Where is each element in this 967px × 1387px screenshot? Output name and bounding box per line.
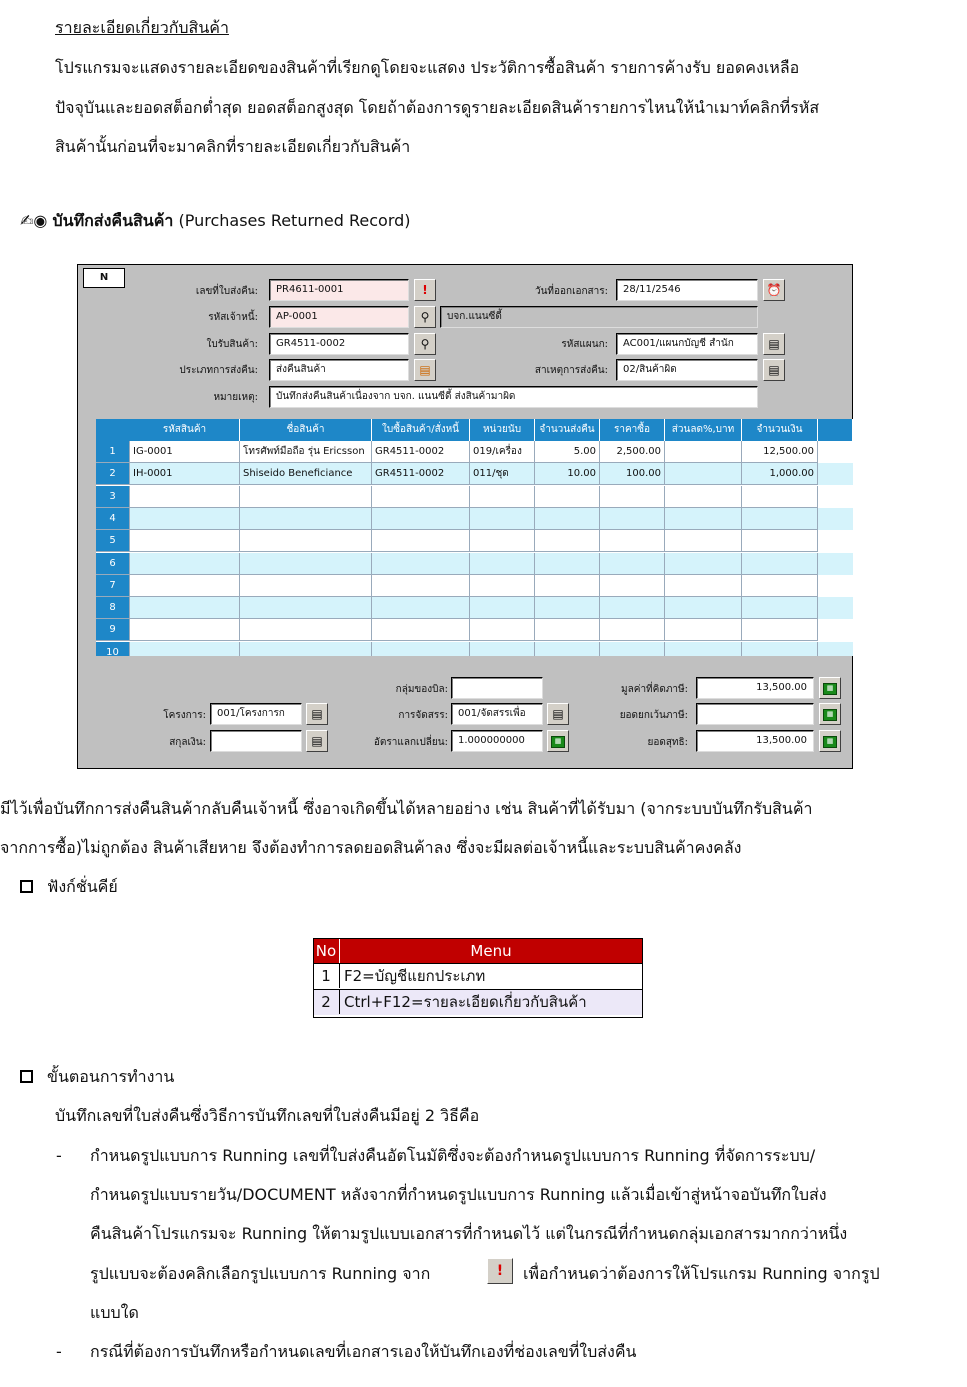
note-field[interactable]: บันทึกส่งคืนสินค้าเนื่องจาก บจก. แนนซีดี้ ส่งสินค้ามาผิด <box>269 386 758 408</box>
calculator-icon: ▦ <box>823 736 837 748</box>
table-row[interactable] <box>96 486 853 508</box>
table-cell[interactable] <box>372 597 470 619</box>
table-cell[interactable] <box>742 553 818 575</box>
col-header: ส่วนลด%,บาท <box>665 419 742 441</box>
step-line: รูปแบบจะต้องคลิกเลือกรูปแบบการ Running จาก <box>90 1264 431 1283</box>
calendar-button[interactable] <box>763 279 785 301</box>
calculator-icon: ▦ <box>823 709 837 721</box>
col-header: ราคาซื้อ <box>600 419 665 441</box>
table-cell[interactable] <box>742 508 818 530</box>
row-number: 5 <box>96 530 130 552</box>
reason-lookup-button[interactable] <box>763 359 785 381</box>
allocation-lookup-button[interactable] <box>547 703 569 725</box>
doc-date-label: วันที่ออกเอกสาร: <box>534 286 608 297</box>
creditor-lookup-button[interactable] <box>414 306 436 328</box>
intro-line: ปัจจุบันและยอดสต็อกต่ำสุด ยอดสต็อกสูงสุด โดยถ้าต้องการดูรายละเอียดสินค้ารายการไหนให้นำเมาท์คลิกที่รหัส <box>55 98 820 117</box>
table-cell[interactable] <box>372 619 470 641</box>
col-header: ใบซื้อสินค้า/สั่งหนี้ <box>372 419 470 441</box>
table-cell[interactable] <box>130 530 240 552</box>
net-calc-button[interactable] <box>819 730 841 752</box>
creditor-field[interactable]: AP-0001 <box>269 306 409 328</box>
table-cell[interactable] <box>130 642 240 656</box>
col-header: หน่วยนับ <box>470 419 535 441</box>
table-cell[interactable] <box>535 642 600 656</box>
table-cell[interactable]: 100.00 <box>600 463 665 485</box>
step-line: เพื่อกำหนดว่าต้องการให้โปรแกรม Running จากรูป <box>523 1264 880 1283</box>
table-cell[interactable] <box>665 575 742 597</box>
project-label: โครงการ: <box>163 710 206 721</box>
net-field[interactable]: 13,500.00 <box>696 730 814 752</box>
table-cell[interactable] <box>470 597 535 619</box>
col-header: จำนวนส่งคืน <box>535 419 600 441</box>
receipt-label: ใบรับสินค้า: <box>206 339 258 350</box>
table-cell[interactable] <box>665 642 742 656</box>
table-cell[interactable]: GR4511-0002 <box>372 463 470 485</box>
steps-intro: บันทึกเลขที่ใบส่งคืนซึ่งวิธีการบันทึกเลขที่ใบส่งคืนมีอยู่ 2 วิธีคือ <box>55 1106 480 1125</box>
step-line: กรณีที่ต้องการบันทึกหรือกำหนดเลขที่เอกสารเองให้บันทึกเองที่ช่องเลขที่ใบส่งคืน <box>90 1342 637 1361</box>
table-cell[interactable] <box>600 597 665 619</box>
table-cell[interactable] <box>535 553 600 575</box>
table-cell[interactable] <box>600 486 665 508</box>
table-cell[interactable] <box>742 642 818 656</box>
row-number: 3 <box>96 486 130 508</box>
reason-field[interactable]: 02/สินค้าผิด <box>616 359 758 381</box>
table-row[interactable] <box>96 530 853 552</box>
rate-field[interactable]: 1.000000000 <box>451 730 543 752</box>
dept-label: รหัสแผนก: <box>561 339 608 350</box>
table-cell[interactable] <box>742 486 818 508</box>
return-type-field[interactable]: ส่งคืนสินค้า <box>269 359 409 381</box>
table-cell[interactable] <box>600 575 665 597</box>
table-cell[interactable]: 019/เครื่อง <box>470 441 535 463</box>
document-icon: ▤ <box>552 707 564 721</box>
creditor-label: รหัสเจ้าหนี้: <box>208 312 258 323</box>
table-cell[interactable]: Shiseido Beneficiance <box>240 463 372 485</box>
return-type-label: ประเภทการส่งคืน: <box>179 365 258 376</box>
table-cell[interactable] <box>130 553 240 575</box>
col-header: รหัสสินค้า <box>130 419 240 441</box>
table-cell[interactable] <box>665 508 742 530</box>
table-cell[interactable] <box>372 486 470 508</box>
step-line: คืนสินค้าโปรแกรมจะ Running ให้ตามรูปแบบเอกสารที่กำหนดไว้ แต่ในกรณีที่กำหนดกลุ่มเอกสารมากกว่าหนึ่ง <box>90 1224 848 1243</box>
taxable-field[interactable]: 13,500.00 <box>696 677 814 699</box>
table-cell[interactable] <box>240 575 372 597</box>
group-label: กลุ่มของบิล: <box>395 684 448 695</box>
table-cell[interactable] <box>665 463 742 485</box>
items-grid <box>96 419 853 656</box>
table-cell[interactable] <box>372 508 470 530</box>
table-cell[interactable] <box>535 597 600 619</box>
menu-row[interactable]: 2 Ctrl+F12=รายละเอียดเกี่ยวกับสินค้า <box>314 989 642 1015</box>
return-type-button[interactable] <box>414 359 436 381</box>
checkbox-bullet-icon <box>20 880 33 893</box>
project-lookup-button[interactable] <box>306 703 328 725</box>
row-number: 6 <box>96 553 130 575</box>
table-cell[interactable]: 10.00 <box>535 463 600 485</box>
table-cell[interactable] <box>535 619 600 641</box>
exclamation-icon: ! <box>487 1258 513 1284</box>
table-row[interactable] <box>96 619 853 641</box>
table-cell[interactable] <box>470 642 535 656</box>
function-key-heading: ฟังก์ชั่นคีย์ <box>20 877 118 897</box>
table-cell[interactable] <box>372 530 470 552</box>
table-row[interactable] <box>96 575 853 597</box>
table-cell[interactable] <box>742 575 818 597</box>
table-cell[interactable] <box>130 486 240 508</box>
table-cell[interactable] <box>742 530 818 552</box>
table-cell[interactable] <box>470 508 535 530</box>
checkbox-bullet-icon <box>20 1070 33 1083</box>
table-cell[interactable] <box>130 508 240 530</box>
description-line: มีไว้เพื่อบันทึกการส่งคืนสินค้ากลับคืนเจ้าหนี้ ซึ่งอาจเกิดขึ้นได้หลายอย่าง เช่น สินค้าที่ได้รับมา (จากระบบบันทึกรับสินค้า <box>0 799 813 818</box>
table-cell[interactable] <box>665 597 742 619</box>
table-cell[interactable] <box>600 553 665 575</box>
row-number: 1 <box>96 441 130 463</box>
table-row[interactable] <box>96 508 853 530</box>
row-number: 8 <box>96 597 130 619</box>
table-cell[interactable]: โทรศัพท์มือถือ รุ่น Ericsson <box>240 441 372 463</box>
table-cell[interactable] <box>470 575 535 597</box>
table-cell[interactable] <box>240 597 372 619</box>
receipt-field[interactable]: GR4511-0002 <box>269 333 409 355</box>
table-cell[interactable]: IG-0001 <box>130 441 240 463</box>
doc-no-field[interactable]: PR4611-0001 <box>269 279 409 301</box>
table-cell[interactable]: 5.00 <box>535 441 600 463</box>
doc-date-field[interactable]: 28/11/2546 <box>616 279 758 301</box>
intro-line: โปรแกรมจะแสดงรายละเอียดของสินค้าที่เรียกดูโดยจะแสดง ประวัติการซื้อสินค้า รายการค้างรับ ยอดคงเหลือ <box>55 58 800 77</box>
table-row[interactable] <box>96 463 853 485</box>
step-line: แบบใด <box>90 1303 139 1322</box>
table-cell[interactable] <box>470 530 535 552</box>
table-cell[interactable] <box>470 553 535 575</box>
intro-line: สินค้านั้นก่อนที่จะมาคลิกที่รายละเอียดเกี่ยวกับสินค้า <box>55 137 411 156</box>
table-cell[interactable] <box>470 619 535 641</box>
currency-field[interactable] <box>210 730 302 752</box>
exempt-field[interactable] <box>696 703 814 725</box>
table-cell[interactable] <box>240 619 372 641</box>
currency-lookup-button[interactable] <box>306 730 328 752</box>
document-icon: ▤ <box>768 363 780 377</box>
menu-header-no: No <box>315 942 337 960</box>
step-line: กำหนดรูปแบบการ Running เลขที่ใบส่งคืนอัตโนมัติซึ่งจะต้องกำหนดรูปแบบการ Running ที่จัดการระบบ/ <box>90 1146 816 1165</box>
table-cell[interactable] <box>130 597 240 619</box>
table-cell[interactable] <box>665 530 742 552</box>
dash-bullet: - <box>56 1342 62 1361</box>
search-icon: ⚲ <box>420 310 430 324</box>
row-number: 9 <box>96 619 130 641</box>
table-cell[interactable] <box>665 553 742 575</box>
col-header: จำนวนเงิน <box>742 419 818 441</box>
currency-label: สกุลเงิน: <box>169 737 206 748</box>
section-title: ✍◉ บันทึกส่งคืนสินค้า (Purchases Returned Record) <box>20 211 411 230</box>
menu-header <box>314 939 642 963</box>
steps-heading: ขั้นตอนการทำงาน <box>20 1067 174 1087</box>
table-row[interactable] <box>96 441 853 463</box>
receipt-lookup-button[interactable] <box>414 333 436 355</box>
document-icon: ▤ <box>311 707 323 721</box>
table-cell[interactable]: IH-0001 <box>130 463 240 485</box>
table-cell[interactable] <box>470 486 535 508</box>
reason-label: สาเหตุการส่งคืน: <box>534 365 608 376</box>
table-cell[interactable]: 011/ชุด <box>470 463 535 485</box>
col-header: ชื่อสินค้า <box>240 419 372 441</box>
table-cell[interactable] <box>372 575 470 597</box>
table-cell[interactable] <box>240 642 372 656</box>
net-label: ยอดสุทธิ: <box>647 737 688 748</box>
table-cell[interactable] <box>600 642 665 656</box>
table-cell[interactable] <box>240 553 372 575</box>
table-cell[interactable] <box>665 441 742 463</box>
table-cell[interactable] <box>665 619 742 641</box>
search-icon: ⚲ <box>420 337 430 351</box>
table-row[interactable] <box>96 553 853 575</box>
taxable-label: มูลค่าที่คิดภาษี: <box>621 684 688 695</box>
exempt-calc-button[interactable] <box>819 703 841 725</box>
rate-calc-button[interactable] <box>547 730 569 752</box>
table-row[interactable] <box>96 597 853 619</box>
creditor-name: บจก.แนนซีดี้ <box>440 306 758 328</box>
document-icon: ▤ <box>311 734 323 748</box>
table-cell[interactable] <box>535 530 600 552</box>
purchase-return-form <box>77 264 853 769</box>
group-field[interactable] <box>451 677 543 699</box>
table-cell[interactable] <box>535 575 600 597</box>
table-cell[interactable] <box>600 619 665 641</box>
table-cell[interactable] <box>742 597 818 619</box>
eye-icon: ✍◉ <box>20 211 48 230</box>
table-cell[interactable] <box>130 619 240 641</box>
row-number: 10 <box>96 642 130 656</box>
list-icon: ▤ <box>419 363 431 377</box>
table-cell[interactable]: 2,500.00 <box>600 441 665 463</box>
table-cell[interactable] <box>240 486 372 508</box>
table-cell[interactable] <box>600 530 665 552</box>
row-number: 7 <box>96 575 130 597</box>
exclamation-icon: ! <box>422 283 428 297</box>
alarm-clock-icon: ⏰ <box>766 283 782 297</box>
table-cell[interactable] <box>240 508 372 530</box>
menu-table <box>313 938 643 1018</box>
row-number: 2 <box>96 463 130 485</box>
table-cell[interactable] <box>535 486 600 508</box>
note-label: หมายเหตุ: <box>213 392 258 403</box>
project-field[interactable]: 001/โครงการก <box>210 703 302 725</box>
table-cell[interactable] <box>130 575 240 597</box>
allocation-field[interactable]: 001/จัดสรรเพื่อ <box>451 703 543 725</box>
doc-no-label: เลขที่ใบส่งคืน: <box>195 286 258 297</box>
row-number: 4 <box>96 508 130 530</box>
mode-indicator: N <box>83 268 125 288</box>
table-cell[interactable] <box>240 530 372 552</box>
table-cell[interactable]: 12,500.00 <box>742 441 818 463</box>
menu-row[interactable]: 1 F2=บัญชีแยกประเภท <box>314 963 642 989</box>
table-cell[interactable]: GR4511-0002 <box>372 441 470 463</box>
table-cell[interactable] <box>372 642 470 656</box>
table-cell[interactable]: 1,000.00 <box>742 463 818 485</box>
table-cell[interactable] <box>742 619 818 641</box>
taxable-calc-button[interactable] <box>819 677 841 699</box>
running-format-button[interactable] <box>414 279 436 301</box>
table-cell[interactable] <box>600 508 665 530</box>
step-line: กำหนดรูปแบบรายวัน/DOCUMENT หลังจากที่กำหนดรูปแบบการ Running แล้วเมื่อเข้าสู่หน้าจอบันทึกใบส่ง <box>90 1185 827 1204</box>
menu-header-menu: Menu <box>339 939 642 963</box>
description-line: จากการซื้อ)ไม่ถูกต้อง สินค้าเสียหาย จึงต้องทำการลดยอดสินค้าลง ซึ่งจะมีผลต่อเจ้าหนี้และระบบสินค้าคงคลัง <box>0 838 742 857</box>
calculator-icon: ▦ <box>823 683 837 695</box>
exempt-label: ยอดยกเว้นภาษี: <box>619 710 688 721</box>
document-icon: ▤ <box>768 337 780 351</box>
table-cell[interactable] <box>372 553 470 575</box>
rate-label: อัตราแลกเปลี่ยน: <box>373 737 448 748</box>
table-cell[interactable] <box>535 508 600 530</box>
grid-header <box>96 419 853 441</box>
dash-bullet: - <box>56 1146 62 1165</box>
table-row[interactable] <box>96 642 853 656</box>
intro-heading: รายละเอียดเกี่ยวกับสินค้า <box>55 18 229 37</box>
table-cell[interactable] <box>665 486 742 508</box>
dept-lookup-button[interactable] <box>763 333 785 355</box>
calculator-icon: ▦ <box>551 736 565 748</box>
allocation-label: การจัดสรร: <box>398 710 448 721</box>
dept-field[interactable]: AC001/แผนกบัญชี สำนัก <box>616 333 758 355</box>
